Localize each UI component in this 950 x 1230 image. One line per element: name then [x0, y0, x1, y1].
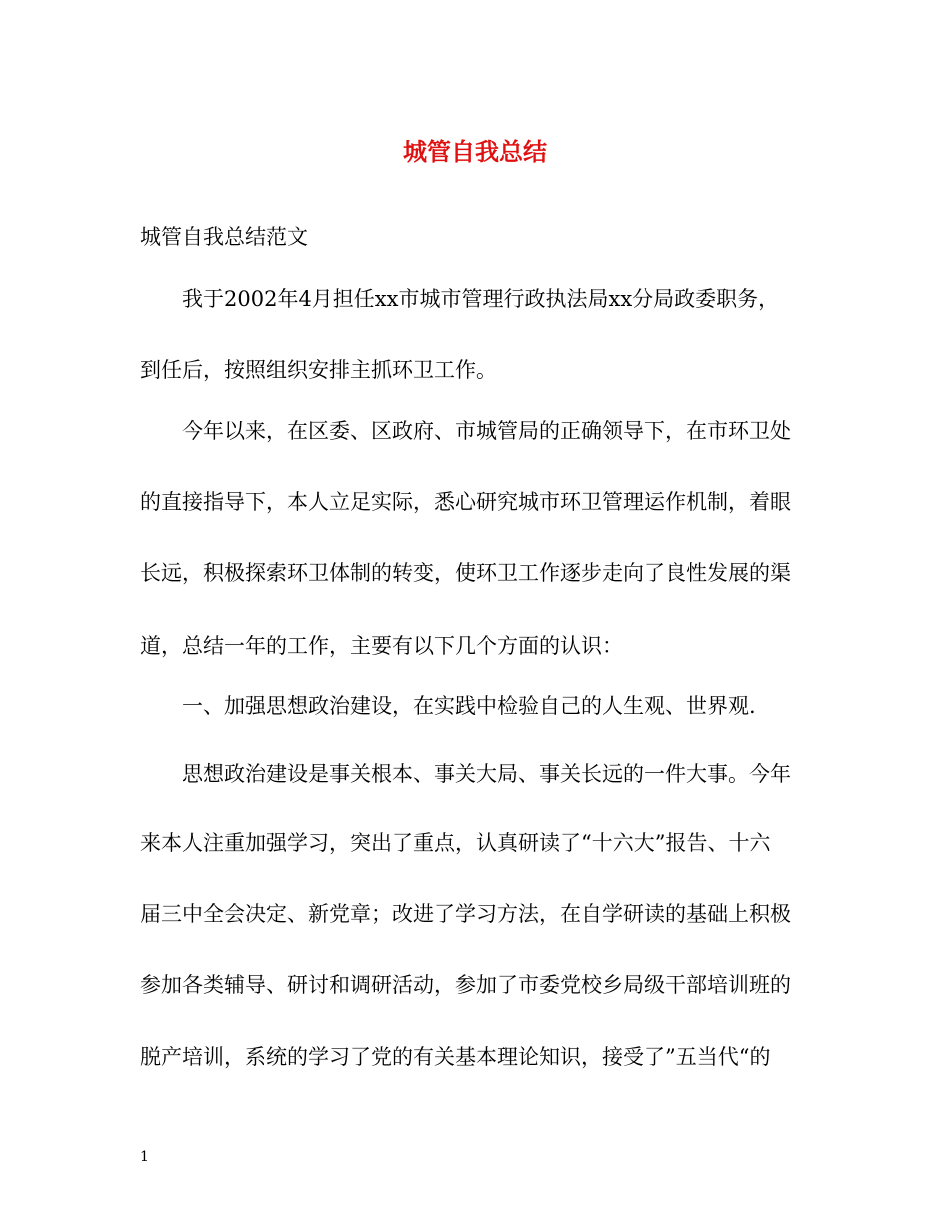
- section-heading: 一、加强思想政治建设，在实践中检验自己的人生观、世界观.: [140, 694, 756, 718]
- page-title: 城管自我总结: [403, 137, 547, 166]
- paragraph-line: 到任后，按照组织安排主抓环卫工作。: [140, 358, 497, 382]
- paragraph-line: 我于2002年4月担任xx市城市管理行政执法局xx分局政委职务，: [140, 287, 780, 311]
- paragraph-line: 长远，积极探索环卫体制的转变，使环卫工作逐步走向了良性发展的渠: [140, 561, 791, 585]
- paragraph-line: 脱产培训，系统的学习了党的有关基本理论知识，接受了”五当代“的: [140, 1045, 771, 1069]
- subtitle-line: 城管自我总结范文: [140, 225, 308, 249]
- paragraph-line: 参加各类辅导、研讨和调研活动，参加了市委党校乡局级干部培训班的: [140, 973, 791, 997]
- paragraph-line: 今年以来，在区委、区政府、市城管局的正确领导下，在市环卫处: [140, 419, 791, 443]
- paragraph-line: 思想政治建设是事关根本、事关大局、事关长远的一件大事。今年: [140, 762, 791, 786]
- paragraph-line: 道，总结一年的工作，主要有以下几个方面的认识：: [140, 634, 623, 658]
- paragraph-line: 届三中全会决定、新党章；改进了学习方法，在自学研读的基础上积极: [140, 902, 791, 926]
- page-number: 1: [140, 1149, 149, 1165]
- paragraph-line: 的直接指导下，本人立足实际，悉心研究城市环卫管理运作机制，着眼: [140, 490, 791, 514]
- paragraph-line: 来本人注重加强学习，突出了重点，认真研读了“十六大”报告、十六: [140, 831, 771, 855]
